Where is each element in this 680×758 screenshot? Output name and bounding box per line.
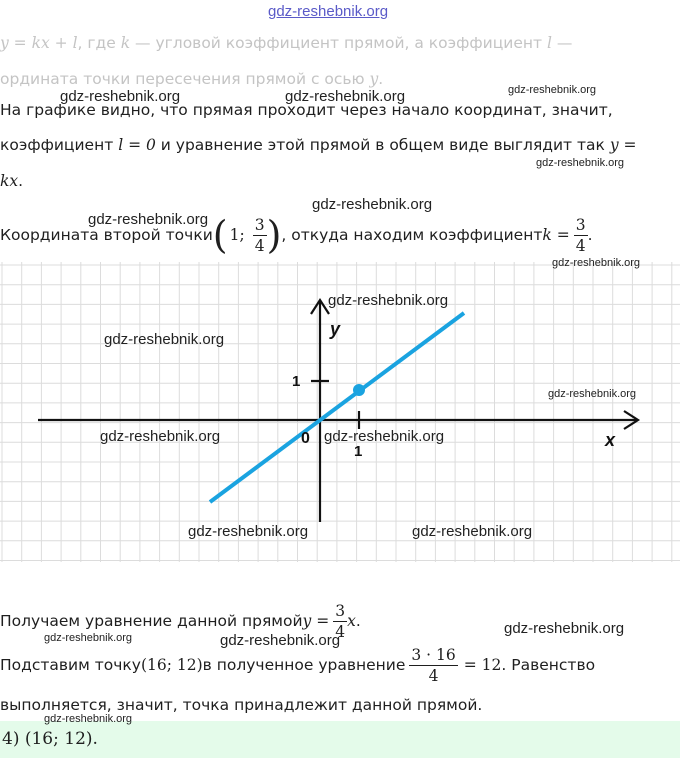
- fraction-denominator: 4: [428, 666, 439, 685]
- watermark: gdz-reshebnik.org: [44, 713, 133, 725]
- text-fragment: в полученное уравнение: [202, 656, 406, 674]
- watermark: gdz-reshebnik.org: [536, 157, 625, 169]
- text-fragment: .: [355, 612, 361, 630]
- y-axis-label: y: [330, 319, 341, 339]
- paragraph-1-line-1: На графике видно, что прямая проходит через начало координат, значит,: [0, 101, 613, 119]
- equation-x: x: [347, 612, 356, 630]
- intro-l: l: [547, 34, 552, 52]
- watermark: gdz-reshebnik.org: [60, 88, 181, 105]
- point-x: 1;: [229, 226, 245, 244]
- intro-text: .: [378, 70, 384, 88]
- y-tick-label: 1: [292, 373, 301, 390]
- intro-text: — угловой коэффициент прямой, а коэффициент: [130, 34, 547, 52]
- equation-l-zero: l = 0: [118, 136, 156, 154]
- intro-y: y: [369, 70, 379, 88]
- text-fragment: Получаем уравнение данной прямой: [0, 612, 303, 630]
- fraction-substitution: [409, 645, 457, 686]
- text-fragment: . Равенство: [501, 656, 596, 674]
- intro-k: k: [120, 34, 131, 52]
- watermark: gdz-reshebnik.org: [100, 428, 221, 445]
- watermark: gdz-reshebnik.org: [104, 331, 225, 348]
- answer-bar: [0, 721, 680, 758]
- paragraph-1-line-3: [0, 172, 23, 190]
- text-fragment: Координата второй точки: [0, 226, 213, 244]
- text-fragment: .: [587, 226, 593, 244]
- watermark: gdz-reshebnik.org: [324, 428, 445, 445]
- paragraph-1-line-2: [0, 136, 637, 154]
- watermark: gdz-reshebnik.org: [188, 523, 309, 540]
- answer-text: 4) (16; 12).: [2, 729, 98, 749]
- watermark: gdz-reshebnik.org: [44, 632, 133, 644]
- x-tick-label: 1: [354, 443, 363, 460]
- watermark: gdz-reshebnik.org: [312, 196, 433, 213]
- equation-kx: kx: [0, 172, 19, 190]
- intro-line-1: [0, 34, 572, 52]
- watermark: gdz-reshebnik.org: [552, 257, 641, 269]
- fraction-numerator: 3: [254, 215, 265, 234]
- intro-text: , где: [77, 34, 121, 52]
- graph-point: [353, 384, 365, 396]
- site-header-link[interactable]: gdz-reshebnik.org: [268, 3, 389, 20]
- watermark: gdz-reshebnik.org: [220, 632, 341, 649]
- fraction-denominator: 4: [254, 236, 265, 255]
- intro-text: —: [551, 34, 573, 52]
- paragraph-4-line-2: выполняется, значит, точка принадлежит данной прямой.: [0, 696, 483, 714]
- watermark: gdz-reshebnik.org: [285, 88, 406, 105]
- fraction-numerator: 3 · 16: [411, 645, 456, 664]
- x-axis: [38, 411, 638, 429]
- text-fragment: Подставим точку: [0, 656, 141, 674]
- fraction-denominator: 4: [335, 622, 346, 641]
- equation-result: = 12: [463, 656, 502, 674]
- fraction-numerator: 3: [335, 601, 346, 620]
- x-axis-label: x: [605, 430, 616, 450]
- watermark: gdz-reshebnik.org: [328, 292, 449, 309]
- intro-line-2: [0, 70, 383, 88]
- fraction-three-quarters: [253, 215, 267, 256]
- watermark: gdz-reshebnik.org: [412, 523, 533, 540]
- fraction-three-quarters: [574, 215, 588, 256]
- point-coordinates: (16; 12): [140, 656, 203, 674]
- equation-y: y =: [302, 612, 330, 630]
- text-fragment: и уравнение этой прямой в общем виде выглядит так: [155, 136, 610, 154]
- paren-left: (: [212, 213, 228, 257]
- intro-text: ордината точки пересечения прямой с осью: [0, 70, 370, 88]
- equation-y: y =: [609, 136, 637, 154]
- y-axis: [311, 300, 329, 522]
- text-fragment: , откуда находим коэффициент: [281, 226, 543, 244]
- watermark: gdz-reshebnik.org: [88, 211, 209, 228]
- text-fragment: .: [18, 172, 24, 190]
- fraction-denominator: 4: [575, 236, 586, 255]
- fraction-numerator: 3: [575, 215, 586, 234]
- watermark: gdz-reshebnik.org: [504, 620, 625, 637]
- watermark: gdz-reshebnik.org: [548, 388, 637, 400]
- watermark: gdz-reshebnik.org: [508, 84, 597, 96]
- origin-label: 0: [301, 430, 310, 447]
- text-fragment: коэффициент: [0, 136, 119, 154]
- equation-k: k =: [542, 226, 570, 244]
- intro-equation: y = kx + l: [0, 34, 78, 52]
- paren-right: ): [266, 213, 282, 257]
